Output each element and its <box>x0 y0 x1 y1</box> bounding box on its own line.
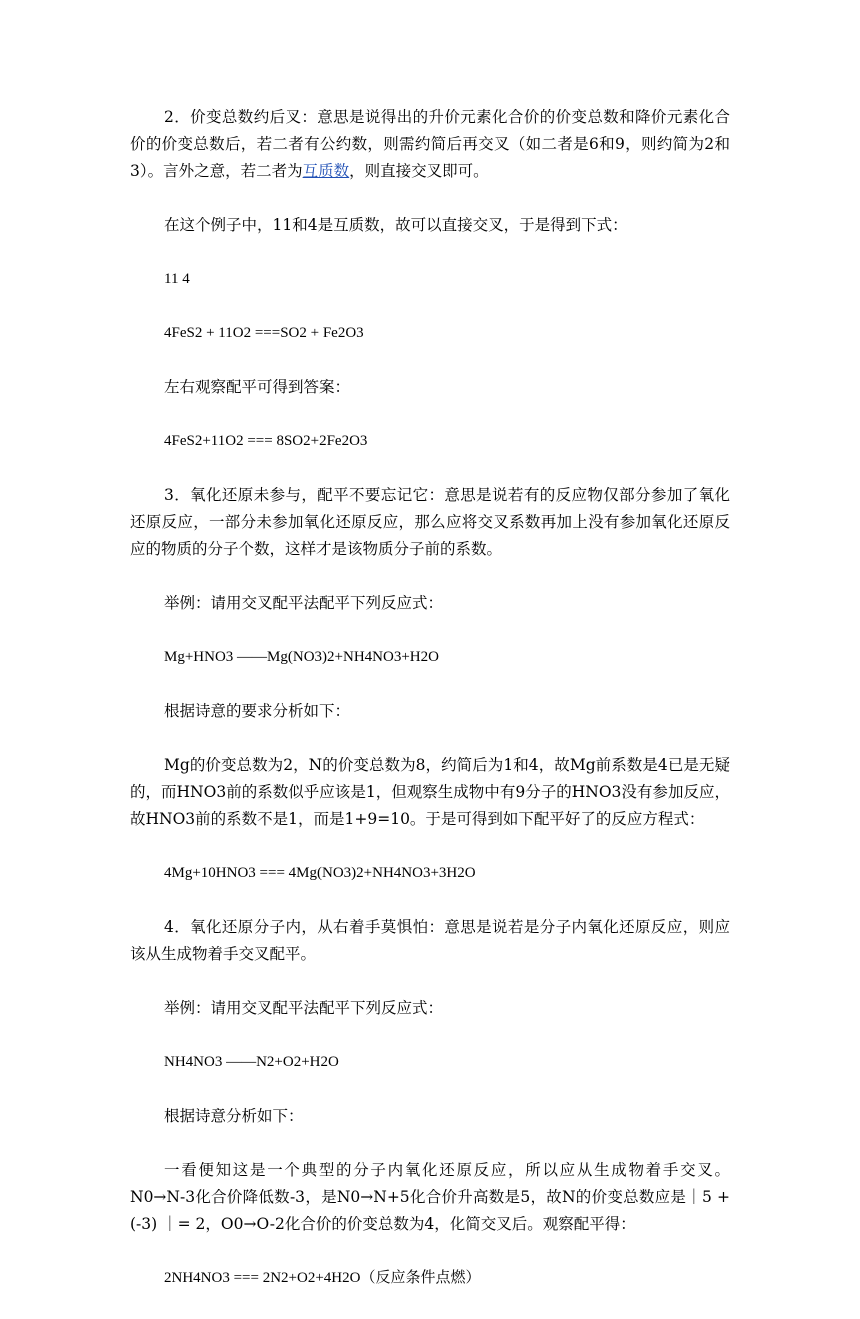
paragraph-example-prompt-2: 举例：请用交叉配平法配平下列反应式： <box>164 999 444 1017</box>
paragraph-analysis-intro: 根据诗意的要求分析如下： <box>164 702 351 720</box>
paragraph-mg-analysis: Mg的价变总数为2，N的价变总数为8，约简后为1和4，故Mg前系数是4已是无疑的，而HNO3前的系数似乎应该是1，但观察生成物中有9分子的HNO3没有参加反应，故HNO3前的系数不是1，而是1+9=10。于是可得到如下配平好了的反应方程式： <box>130 756 730 828</box>
document-body <box>130 104 730 1319</box>
equation-balanced-1: 4FeS2+11O2 === 8SO2+2Fe2O3 <box>164 433 368 449</box>
equation-mg-balanced: 4Mg+10HNO3 === 4Mg(NO3)2+NH4NO3+3H2O <box>164 865 476 881</box>
paragraph-rule-2 <box>130 104 730 185</box>
paragraph-example-intro: 在这个例子中，11和4是互质数，故可以直接交叉，于是得到下式： <box>164 216 628 234</box>
equation-unbalanced: 4FeS2 + 11O2 ===SO2 + Fe2O3 <box>164 325 364 341</box>
equation-nh4no3-unbalanced: NH4NO3 ——N2+O2+H2O <box>164 1054 339 1070</box>
paragraph-text: ，则直接交叉即可。 <box>349 162 489 180</box>
paragraph-example-prompt: 举例：请用交叉配平法配平下列反应式： <box>164 594 444 612</box>
paragraph-rule-3: 3．氧化还原未参与，配平不要忘记它：意思是说若有的反应物仅部分参加了氧化还原反应，一部分未参加氧化还原反应，那么应将交叉系数再加上没有参加氧化还原反应的物质的分子个数，这样才是该物质分子前的系数。 <box>130 486 730 558</box>
equation-cross-numbers: 11 4 <box>164 271 190 287</box>
paragraph-rule-4: 4．氧化还原分子内，从右着手莫惧怕：意思是说若是分子内氧化还原反应，则应该从生成物着手交叉配平。 <box>130 918 730 963</box>
paragraph-analysis-intro-2: 根据诗意分析如下： <box>164 1107 304 1125</box>
coprime-link[interactable]: 互质数 <box>302 162 350 180</box>
paragraph-text: 2．价变总数约后叉：意思是说得出的升价元素化合价的价变总数和降价元素化合价的价变总数后，若二者有公约数，则需约简后再交叉（如二者是6和9，则约简为2和3）。言外之意，若二者为 <box>130 108 730 180</box>
paragraph-observe: 左右观察配平可得到答案： <box>164 378 351 396</box>
paragraph-nh4no3-analysis: 一看便知这是一个典型的分子内氧化还原反应，所以应从生成物着手交叉。N0→N-3化合价降低数-3，是N0→N+5化合价升高数是5，故N的价变总数应是｜5 + (-3) ｜= 2，O0→O-2化合价的价变总数为4，化简交叉后。观察配平得： <box>130 1161 730 1233</box>
equation-mg-unbalanced: Mg+HNO3 ——Mg(NO3)2+NH4NO3+H2O <box>164 649 439 665</box>
equation-nh4no3-balanced: 2NH4NO3 === 2N2+O2+4H2O（反应条件点燃） <box>164 1270 481 1286</box>
